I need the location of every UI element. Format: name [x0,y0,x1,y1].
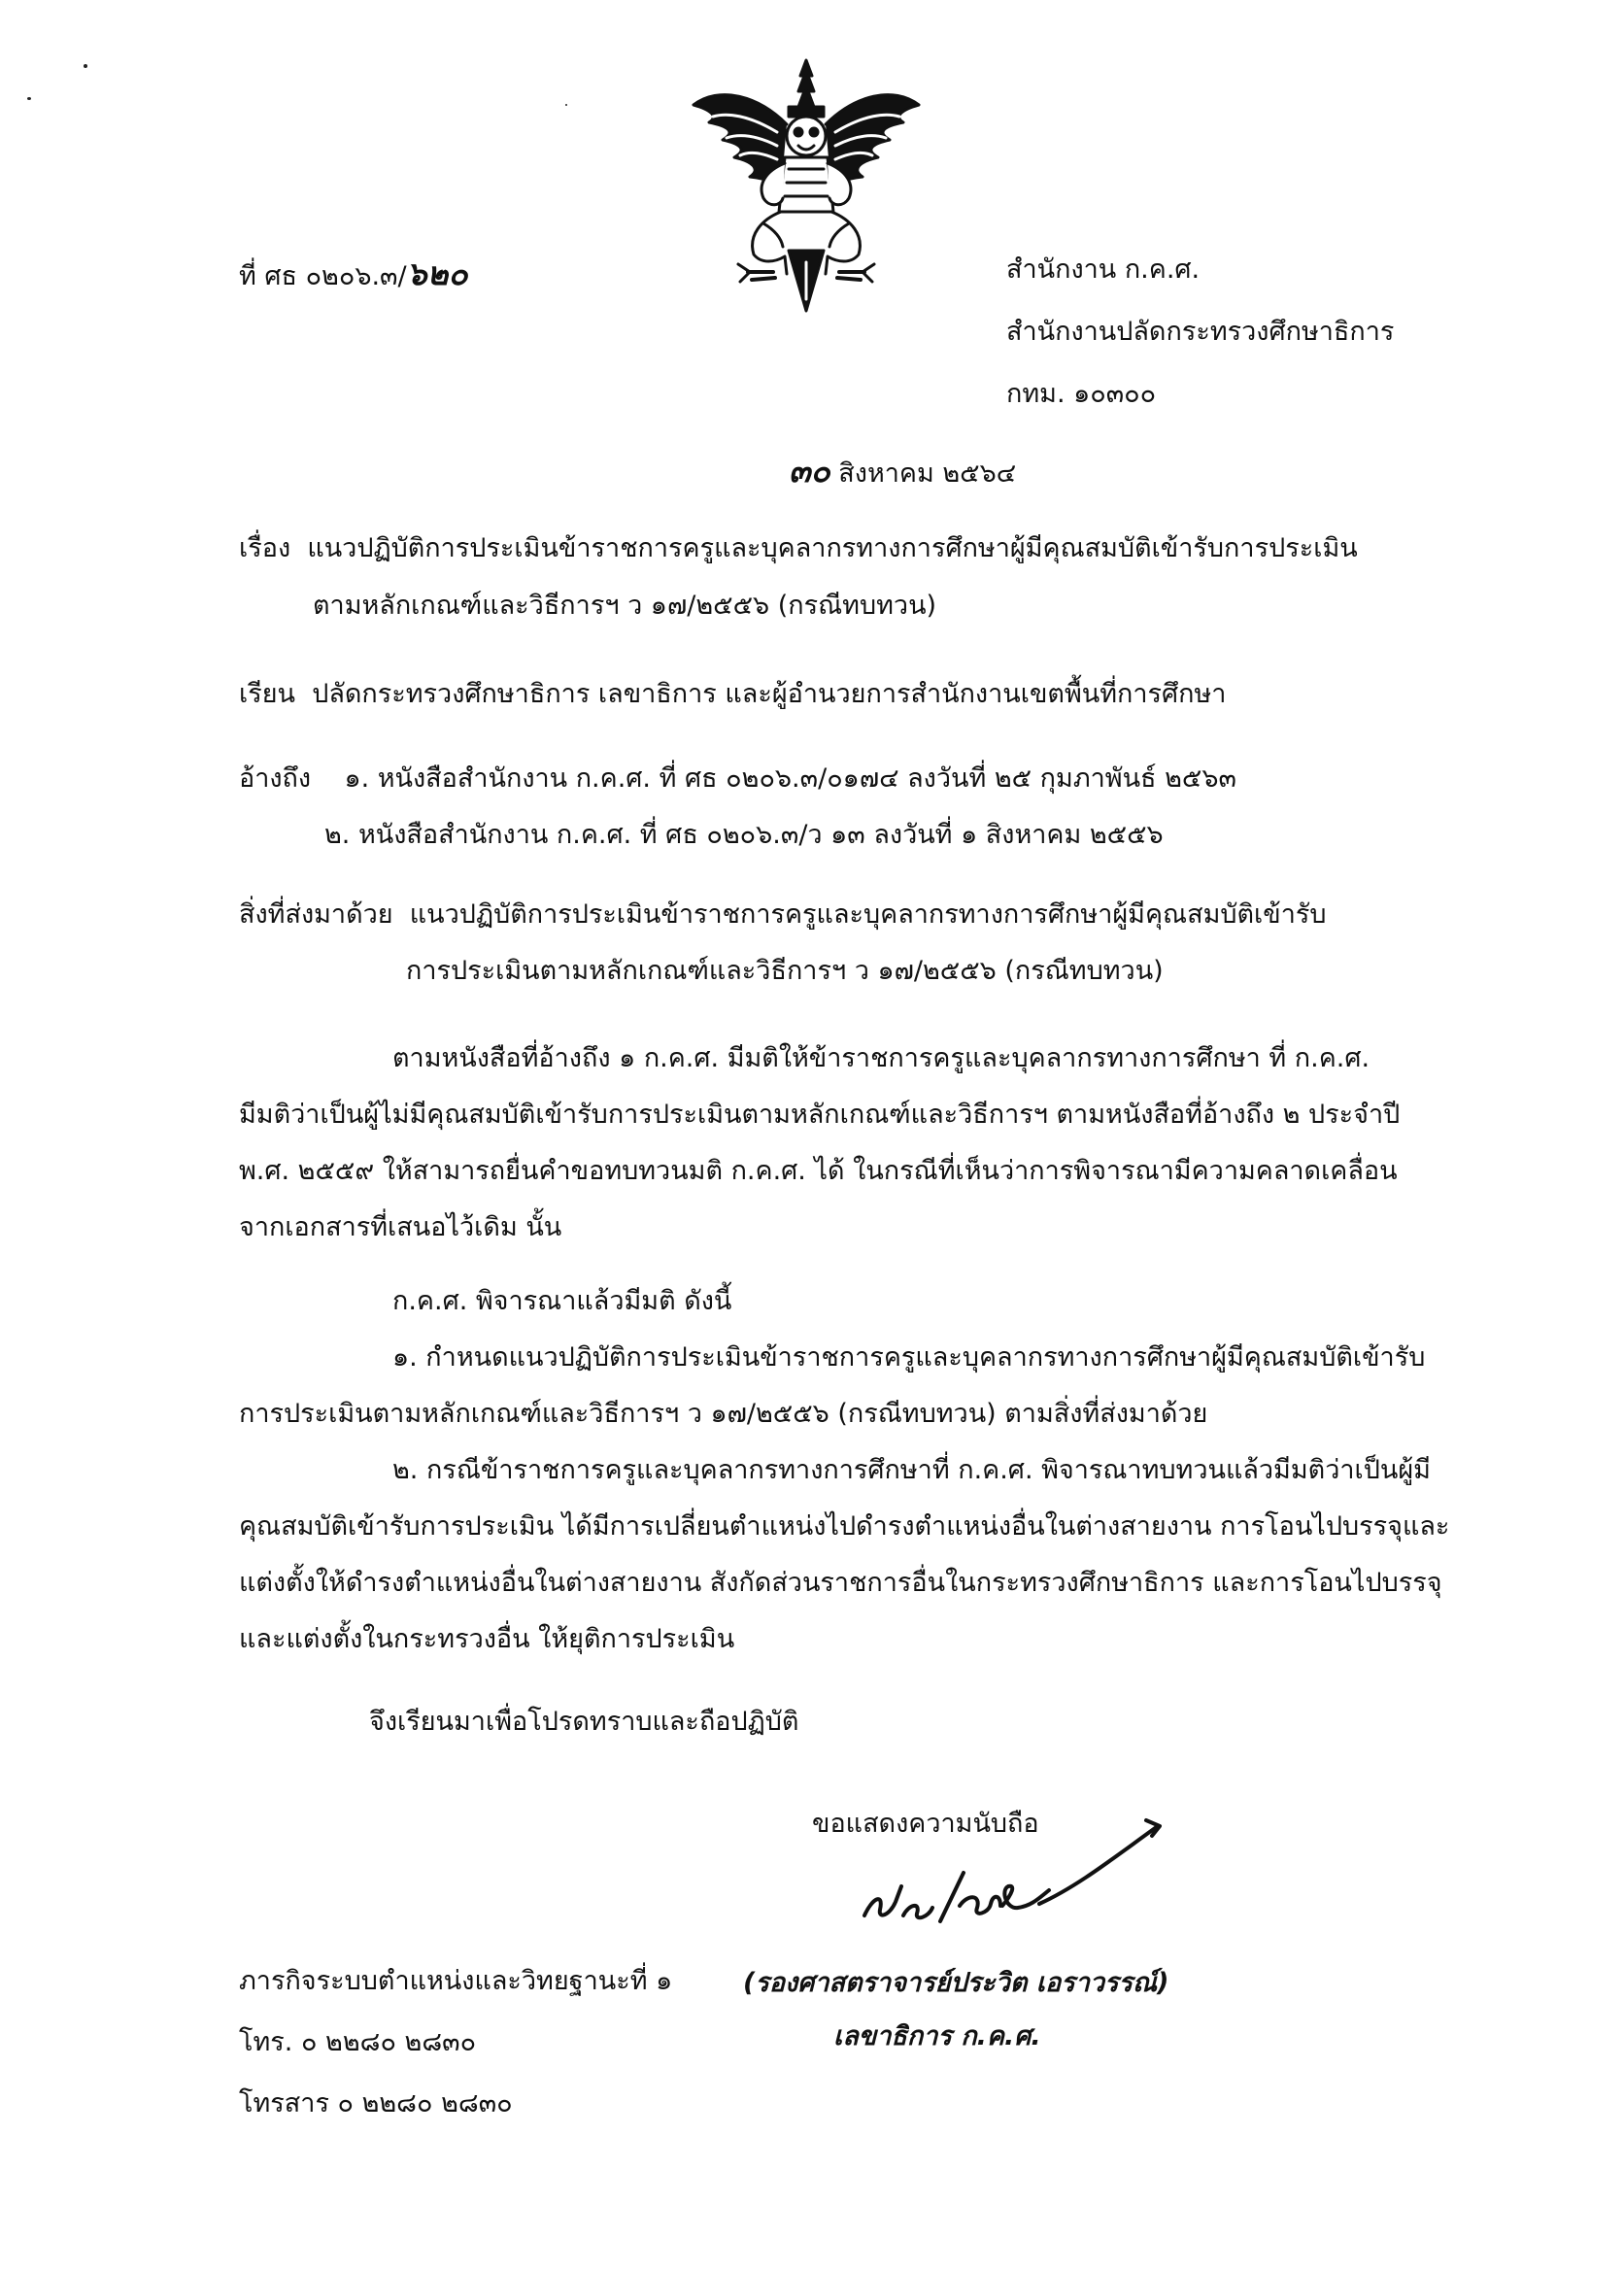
letter-date [789,452,1016,493]
document-reference-number: ๖๒๐ [406,254,468,292]
reference-label: อ้างถึง [239,763,312,794]
body-item2-line-3: แต่งตั้งให้ดำรงตำแหน่งอื่นในต่างสายงาน สังกัดส่วนราชการอื่นในกระทรวงศึกษาธิการ และการโอนไปบรรจุ [239,1568,1442,1598]
office-line-2: สำนักงานปลัดกระทรวงศึกษาธิการ [1006,317,1395,347]
body-para1-line-1: ตามหนังสือที่อ้างถึง ๑ ก.ค.ศ. มีมติให้ข้าราชการครูและบุคลากรทางการศึกษา ที่ ก.ค.ศ. [392,1043,1370,1073]
regards-text: ขอแสดงความนับถือ [812,1809,1039,1839]
date-month-year: สิงหาคม ๒๕๖๔ [838,458,1017,489]
scan-speck [84,64,87,68]
enclosure-line-1 [239,896,1327,934]
recipient-label: เรียน [239,679,296,709]
body-para1-line-4: จากเอกสารที่เสนอไว้เดิม นั้น [239,1212,562,1242]
footer-department: ภารกิจระบบตำแหน่งและวิทยฐานะที่ ๑ [239,1966,673,1996]
body-item2-line-1: ๒. กรณีข้าราชการครูและบุคลากรทางการศึกษาที่ ก.ค.ศ. พิจารณาทบทวนแล้วมีมติว่าเป็นผู้มี [392,1455,1431,1485]
garuda-emblem-icon [680,56,932,319]
scan-speck [565,104,567,106]
subject-text-2: ตามหลักเกณฑ์และวิธีการฯ ว ๑๗/๒๕๕๖ (กรณีทบทวน) [313,591,937,621]
body-item1-line-2: การประเมินตามหลักเกณฑ์และวิธีการฯ ว ๑๗/๒๕๕๖ (กรณีทบทวน) ตามสิ่งที่ส่งมาด้วย [239,1399,1208,1429]
document-reference-prefix: ที่ ศธ ๐๒๐๖.๓/ [239,261,407,291]
reference-item-2: ๒. หนังสือสำนักงาน ก.ค.ศ. ที่ ศธ ๐๒๐๖.๓/ว ๑๓ ลงวันที่ ๑ สิงหาคม ๒๕๕๖ [324,820,1164,850]
recipient-text: ปลัดกระทรวงศึกษาธิการ เลขาธิการ และผู้อำนวยการสำนักงานเขตพื้นที่การศึกษา [312,679,1227,709]
subject-text-1: แนวปฏิบัติการประเมินข้าราชการครูและบุคลากรทางการศึกษาผู้มีคุณสมบัติเข้ารับการประเมิน [307,533,1358,563]
body-item2-line-2: คุณสมบัติเข้ารับการประเมิน ได้มีการเปลี่ยนตำแหน่งไปดำรงตำแหน่งอื่นในต่างสายงาน การโอนไปบรรจุและ [239,1511,1450,1542]
body-item1-line-1: ๑. กำหนดแนวปฏิบัติการประเมินข้าราชการครูและบุคลากรทางการศึกษาผู้มีคุณสมบัติเข้ารับ [392,1342,1426,1373]
reference-line-1 [239,760,1236,798]
date-day: ๓๐ [789,452,830,490]
subject-line-1 [239,529,1358,568]
body-item2-line-4: และแต่งตั้งในกระทรวงอื่น ให้ยุติการประเมิน [239,1624,735,1654]
signer-name: (รองศาสตราจารย์ประวิต เอราวรรณ์) [743,1968,1169,1998]
body-para1-line-3: พ.ศ. ๒๕๕๙ ให้สามารถยื่นคำขอทบทวนมติ ก.ค.ศ. ได้ ในกรณีที่เห็นว่าการพิจารณามีความคลาดเคลื่อน [239,1156,1398,1186]
subject-label: เรื่อง [239,533,291,563]
recipient-line [239,675,1226,714]
scan-speck [27,97,31,100]
enclosure-text-2: การประเมินตามหลักเกณฑ์และวิธีการฯ ว ๑๗/๒๕๕๖ (กรณีทบทวน) [406,956,1164,986]
body-para2: ก.ค.ศ. พิจารณาแล้วมีมติ ดังนี้ [392,1286,732,1316]
body-para1-line-2: มีมติว่าเป็นผู้ไม่มีคุณสมบัติเข้ารับการประเมินตามหลักเกณฑ์และวิธีการฯ ตามหนังสือที่อ้างถึง ๒ ประจำปี [239,1100,1401,1130]
footer-telephone: โทร. ๐ ๒๒๘๐ ๒๘๓๐ [239,2027,477,2057]
enclosure-label: สิ่งที่ส่งมาด้วย [239,899,393,930]
handwritten-signature [845,1797,1166,1933]
closing-statement: จึงเรียนมาเพื่อโปรดทราบและถือปฏิบัติ [369,1707,799,1737]
reference-item-1: ๑. หนังสือสำนักงาน ก.ค.ศ. ที่ ศธ ๐๒๐๖.๓/๐๑๗๔ ลงวันที่ ๒๕ กุมภาพันธ์ ๒๕๖๓ [344,763,1236,794]
office-line-1: สำนักงาน ก.ค.ศ. [1006,254,1201,285]
office-line-3: กทม. ๑๐๓๐๐ [1006,379,1157,409]
document-reference [239,254,467,296]
signer-title: เลขาธิการ ก.ค.ศ. [833,2021,1041,2051]
office-address [1006,251,1394,437]
footer-fax: โทรสาร ๐ ๒๒๘๐ ๒๘๓๐ [239,2088,513,2118]
enclosure-text-1: แนวปฏิบัติการประเมินข้าราชการครูและบุคลากรทางการศึกษาผู้มีคุณสมบัติเข้ารับ [409,899,1327,930]
